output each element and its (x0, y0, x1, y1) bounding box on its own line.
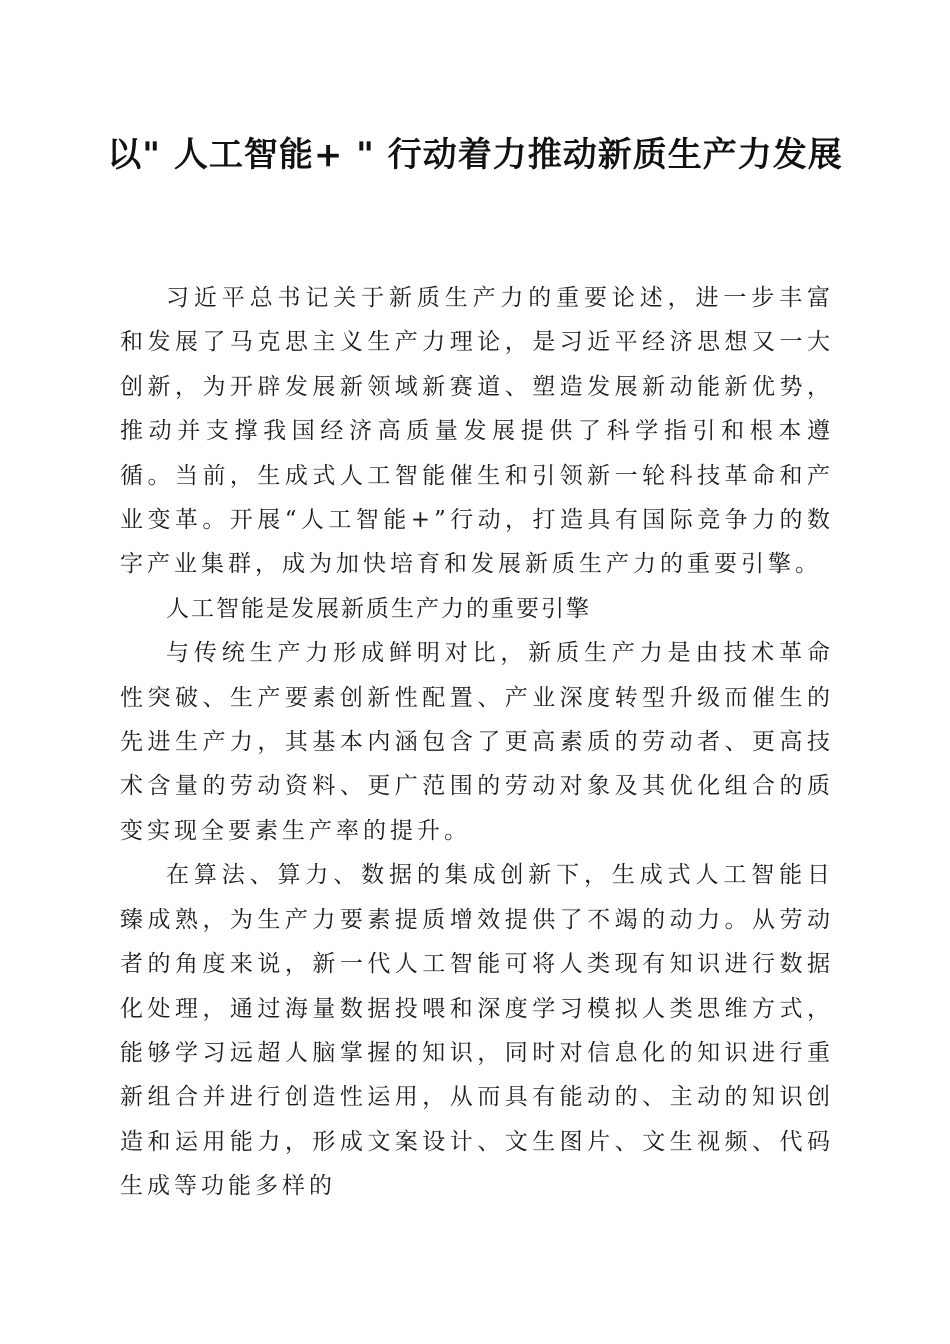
paragraph-intro: 习近平总书记关于新质生产力的重要论述，进一步丰富和发展了马克思主义生产力理论，是习近平经济思想又一大创新，为开辟发展新领域新赛道、塑造发展新动能新优势，推动并支撑我国经济高质量发展提供了科学指引和根本遵循。当前，生成式人工智能催生和引领新一轮科技革命和产业变革。开展“人工智能+”行动，打造具有国际竞争力的数字产业集群，成为加快培育和发展新质生产力的重要引擎。 (120, 285, 834, 578)
section-heading: 人工智能是发展新质生产力的重要引擎 (166, 595, 591, 622)
document-body (120, 276, 834, 1209)
paragraph-new-productivity: 与传统生产力形成鲜明对比，新质生产力是由技术革命性突破、生产要素创新性配置、产业深度转型升级而催生的先进生产力，其基本内涵包含了更高素质的劳动者、更高技术含量的劳动资料、更广范围的劳动对象及其优化组合的质变实现全要素生产率的提升。 (120, 640, 834, 844)
document-title: 以" 人工智能+ " 行动着力推动新质生产力发展 (107, 135, 843, 175)
paragraph-generative-ai: 在算法、算力、数据的集成创新下，生成式人工智能日臻成熟，为生产力要素提质增效提供了不竭的动力。从劳动者的角度来说，新一代人工智能可将人类现有知识进行数据化处理，通过海量数据投喂和深度学习模拟人类思维方式，能够学习远超人脑掌握的知识，同时对信息化的知识进行重新组合并进行创造性运用，从而具有能动的、主动的知识创造和运用能力，形成文案设计、文生图片、文生视频、代码生成等功能多样的 (120, 862, 834, 1200)
